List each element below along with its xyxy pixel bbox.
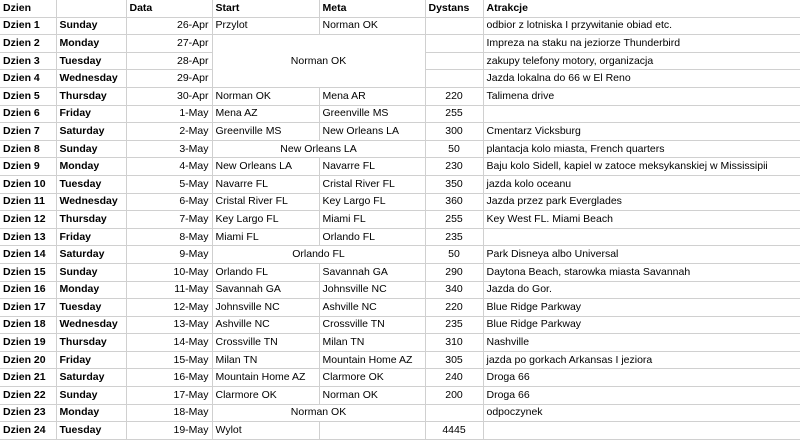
- cell-dystans: 300: [425, 123, 483, 141]
- cell-start-meta-merged: Orlando FL: [212, 246, 425, 264]
- cell-data: 15-May: [126, 351, 212, 369]
- cell-dzien: Dzien 12: [0, 211, 56, 229]
- cell-atrakcje: zakupy telefony motory, organizacja: [483, 52, 800, 70]
- table-row: [0, 158, 800, 176]
- table-row: [0, 228, 800, 246]
- cell-data: 13-May: [126, 316, 212, 334]
- cell-atrakcje: Nashville: [483, 334, 800, 352]
- cell-dzien: Dzien 3: [0, 52, 56, 70]
- cell-data: 3-May: [126, 140, 212, 158]
- cell-dystans: 50: [425, 140, 483, 158]
- cell-atrakcje: Talimena drive: [483, 87, 800, 105]
- header-row: [0, 0, 800, 17]
- cell-atrakcje: odbior z lotniska I przywitanie obiad etc.: [483, 17, 800, 35]
- cell-meta: Cristal River FL: [319, 175, 425, 193]
- cell-dzien: Dzien 6: [0, 105, 56, 123]
- cell-dystans: 350: [425, 175, 483, 193]
- cell-start: Przylot: [212, 17, 319, 35]
- table-row: [0, 193, 800, 211]
- cell-atrakcje: Jazda przez park Everglades: [483, 193, 800, 211]
- cell-data: 2-May: [126, 123, 212, 141]
- cell-start: Orlando FL: [212, 263, 319, 281]
- table-row: [0, 246, 800, 264]
- cell-atrakcje: [483, 228, 800, 246]
- cell-start: Johnsville NC: [212, 299, 319, 317]
- cell-dow: Tuesday: [56, 52, 126, 70]
- table-row: [0, 422, 800, 440]
- cell-atrakcje: Droga 66: [483, 387, 800, 405]
- cell-start: Key Largo FL: [212, 211, 319, 229]
- cell-dzien: Dzien 16: [0, 281, 56, 299]
- cell-dow: Monday: [56, 158, 126, 176]
- cell-meta: Mena AR: [319, 87, 425, 105]
- cell-dzien: Dzien 4: [0, 70, 56, 88]
- header-dow: [56, 0, 126, 17]
- cell-start: Greenville MS: [212, 123, 319, 141]
- cell-data: 27-Apr: [126, 35, 212, 53]
- cell-meta: Mountain Home AZ: [319, 351, 425, 369]
- cell-dow: Tuesday: [56, 299, 126, 317]
- cell-dzien: Dzien 2: [0, 35, 56, 53]
- table-row: [0, 140, 800, 158]
- cell-dow: Thursday: [56, 334, 126, 352]
- cell-dzien: Dzien 13: [0, 228, 56, 246]
- cell-dow: Tuesday: [56, 175, 126, 193]
- cell-data: 7-May: [126, 211, 212, 229]
- cell-atrakcje: Park Disneya albo Universal: [483, 246, 800, 264]
- cell-dystans: [425, 17, 483, 35]
- cell-data: 17-May: [126, 387, 212, 405]
- cell-dow: Saturday: [56, 123, 126, 141]
- cell-meta: Johnsville NC: [319, 281, 425, 299]
- cell-dystans: 50: [425, 246, 483, 264]
- table-row: [0, 334, 800, 352]
- cell-data: 11-May: [126, 281, 212, 299]
- cell-start: Mena AZ: [212, 105, 319, 123]
- cell-data: 30-Apr: [126, 87, 212, 105]
- cell-start: Savannah GA: [212, 281, 319, 299]
- cell-meta: Milan TN: [319, 334, 425, 352]
- cell-atrakcje: [483, 422, 800, 440]
- table-row: [0, 17, 800, 35]
- cell-dow: Monday: [56, 404, 126, 422]
- cell-dow: Friday: [56, 105, 126, 123]
- cell-start: Miami FL: [212, 228, 319, 246]
- cell-dow: Sunday: [56, 263, 126, 281]
- cell-dystans: 240: [425, 369, 483, 387]
- cell-start: Ashville NC: [212, 316, 319, 334]
- cell-dzien: Dzien 15: [0, 263, 56, 281]
- cell-start-meta-merged: Norman OK: [212, 404, 425, 422]
- cell-dzien: Dzien 19: [0, 334, 56, 352]
- cell-dzien: Dzien 17: [0, 299, 56, 317]
- cell-data: 4-May: [126, 158, 212, 176]
- cell-atrakcje: Key West FL. Miami Beach: [483, 211, 800, 229]
- cell-data: 8-May: [126, 228, 212, 246]
- cell-data: 16-May: [126, 369, 212, 387]
- header-dzien: Dzien: [0, 0, 56, 17]
- cell-dzien: Dzien 1: [0, 17, 56, 35]
- cell-dystans: [425, 70, 483, 88]
- cell-data: 14-May: [126, 334, 212, 352]
- cell-data: 12-May: [126, 299, 212, 317]
- cell-start: New Orleans LA: [212, 158, 319, 176]
- cell-atrakcje: Droga 66: [483, 369, 800, 387]
- cell-dzien: Dzien 23: [0, 404, 56, 422]
- table-row: [0, 316, 800, 334]
- cell-dystans: 230: [425, 158, 483, 176]
- cell-start: Cristal River FL: [212, 193, 319, 211]
- table-row: [0, 387, 800, 405]
- cell-start: Mountain Home AZ: [212, 369, 319, 387]
- cell-dystans: 255: [425, 105, 483, 123]
- cell-dystans: 340: [425, 281, 483, 299]
- cell-dystans: 235: [425, 316, 483, 334]
- cell-data: 10-May: [126, 263, 212, 281]
- cell-dzien: Dzien 14: [0, 246, 56, 264]
- cell-data: 1-May: [126, 105, 212, 123]
- cell-data: 18-May: [126, 404, 212, 422]
- cell-meta: Crossville TN: [319, 316, 425, 334]
- cell-dystans: 220: [425, 299, 483, 317]
- cell-atrakcje: Impreza na staku na jeziorze Thunderbird: [483, 35, 800, 53]
- cell-dzien: Dzien 18: [0, 316, 56, 334]
- cell-start-meta-merged: New Orleans LA: [212, 140, 425, 158]
- cell-dystans: 235: [425, 228, 483, 246]
- cell-dystans: [425, 35, 483, 53]
- cell-data: 5-May: [126, 175, 212, 193]
- cell-dzien: Dzien 20: [0, 351, 56, 369]
- cell-atrakcje: Baju kolo Sidell, kapiel w zatoce meksykanskiej w Mississipii: [483, 158, 800, 176]
- cell-dzien: Dzien 11: [0, 193, 56, 211]
- cell-atrakcje: jazda kolo oceanu: [483, 175, 800, 193]
- cell-data: 6-May: [126, 193, 212, 211]
- cell-dystans: [425, 404, 483, 422]
- cell-dow: Thursday: [56, 87, 126, 105]
- table-row: [0, 35, 800, 53]
- cell-dystans: 290: [425, 263, 483, 281]
- table-row: [0, 351, 800, 369]
- table-row: [0, 404, 800, 422]
- cell-atrakcje: [483, 105, 800, 123]
- cell-meta: Clarmore OK: [319, 369, 425, 387]
- cell-dow: Monday: [56, 35, 126, 53]
- cell-dzien: Dzien 5: [0, 87, 56, 105]
- cell-atrakcje: Cmentarz Vicksburg: [483, 123, 800, 141]
- cell-dystans: 305: [425, 351, 483, 369]
- cell-meta: Savannah GA: [319, 263, 425, 281]
- cell-start: Milan TN: [212, 351, 319, 369]
- cell-atrakcje: Jazda do Gor.: [483, 281, 800, 299]
- table-row: [0, 211, 800, 229]
- cell-start: Navarre FL: [212, 175, 319, 193]
- cell-dzien: Dzien 24: [0, 422, 56, 440]
- cell-meta: New Orleans LA: [319, 123, 425, 141]
- cell-dzien: Dzien 9: [0, 158, 56, 176]
- cell-dzien: Dzien 22: [0, 387, 56, 405]
- cell-start: Crossville TN: [212, 334, 319, 352]
- table-body: [0, 17, 800, 439]
- table-row: [0, 105, 800, 123]
- table-row: [0, 263, 800, 281]
- cell-dow: Sunday: [56, 140, 126, 158]
- cell-dow: Monday: [56, 281, 126, 299]
- cell-meta: [319, 422, 425, 440]
- cell-meta: Greenville MS: [319, 105, 425, 123]
- cell-atrakcje: plantacja kolo miasta, French quarters: [483, 140, 800, 158]
- cell-atrakcje: Daytona Beach, starowka miasta Savannah: [483, 263, 800, 281]
- header-start: Start: [212, 0, 319, 17]
- cell-data: 28-Apr: [126, 52, 212, 70]
- cell-meta: Miami FL: [319, 211, 425, 229]
- cell-dow: Saturday: [56, 246, 126, 264]
- cell-atrakcje: Blue Ridge Parkway: [483, 316, 800, 334]
- cell-data: 9-May: [126, 246, 212, 264]
- cell-dow: Friday: [56, 351, 126, 369]
- cell-meta: Norman OK: [319, 387, 425, 405]
- cell-dow: Thursday: [56, 211, 126, 229]
- cell-meta: Key Largo FL: [319, 193, 425, 211]
- cell-dow: Saturday: [56, 369, 126, 387]
- cell-dow: Sunday: [56, 17, 126, 35]
- cell-dow: Friday: [56, 228, 126, 246]
- cell-atrakcje: Blue Ridge Parkway: [483, 299, 800, 317]
- cell-dow: Wednesday: [56, 193, 126, 211]
- header-data: Data: [126, 0, 212, 17]
- cell-dystans: 360: [425, 193, 483, 211]
- table-row: [0, 87, 800, 105]
- cell-dystans: 200: [425, 387, 483, 405]
- cell-dow: Tuesday: [56, 422, 126, 440]
- cell-start: Norman OK: [212, 87, 319, 105]
- table-row: [0, 175, 800, 193]
- cell-start-meta-merged: Norman OK: [212, 35, 425, 88]
- cell-dzien: Dzien 21: [0, 369, 56, 387]
- cell-dow: Wednesday: [56, 316, 126, 334]
- cell-dow: Wednesday: [56, 70, 126, 88]
- cell-atrakcje: jazda po gorkach Arkansas I jeziora: [483, 351, 800, 369]
- cell-meta: Norman OK: [319, 17, 425, 35]
- header-dystans: Dystans: [425, 0, 483, 17]
- cell-dystans: [425, 52, 483, 70]
- table-row: [0, 281, 800, 299]
- cell-dystans: 255: [425, 211, 483, 229]
- cell-dow: Sunday: [56, 387, 126, 405]
- cell-dzien: Dzien 8: [0, 140, 56, 158]
- cell-dystans: 4445: [425, 422, 483, 440]
- cell-data: 26-Apr: [126, 17, 212, 35]
- cell-start: Wylot: [212, 422, 319, 440]
- cell-start: Clarmore OK: [212, 387, 319, 405]
- cell-dystans: 220: [425, 87, 483, 105]
- cell-atrakcje: odpoczynek: [483, 404, 800, 422]
- cell-dzien: Dzien 7: [0, 123, 56, 141]
- table-row: [0, 123, 800, 141]
- cell-dzien: Dzien 10: [0, 175, 56, 193]
- cell-meta: Ashville NC: [319, 299, 425, 317]
- cell-meta: Orlando FL: [319, 228, 425, 246]
- header-atrakcje: Atrakcje: [483, 0, 800, 17]
- table-row: [0, 299, 800, 317]
- cell-dystans: 310: [425, 334, 483, 352]
- cell-data: 19-May: [126, 422, 212, 440]
- header-meta: Meta: [319, 0, 425, 17]
- table-row: [0, 369, 800, 387]
- cell-data: 29-Apr: [126, 70, 212, 88]
- cell-atrakcje: Jazda lokalna do 66 w El Reno: [483, 70, 800, 88]
- cell-meta: Navarre FL: [319, 158, 425, 176]
